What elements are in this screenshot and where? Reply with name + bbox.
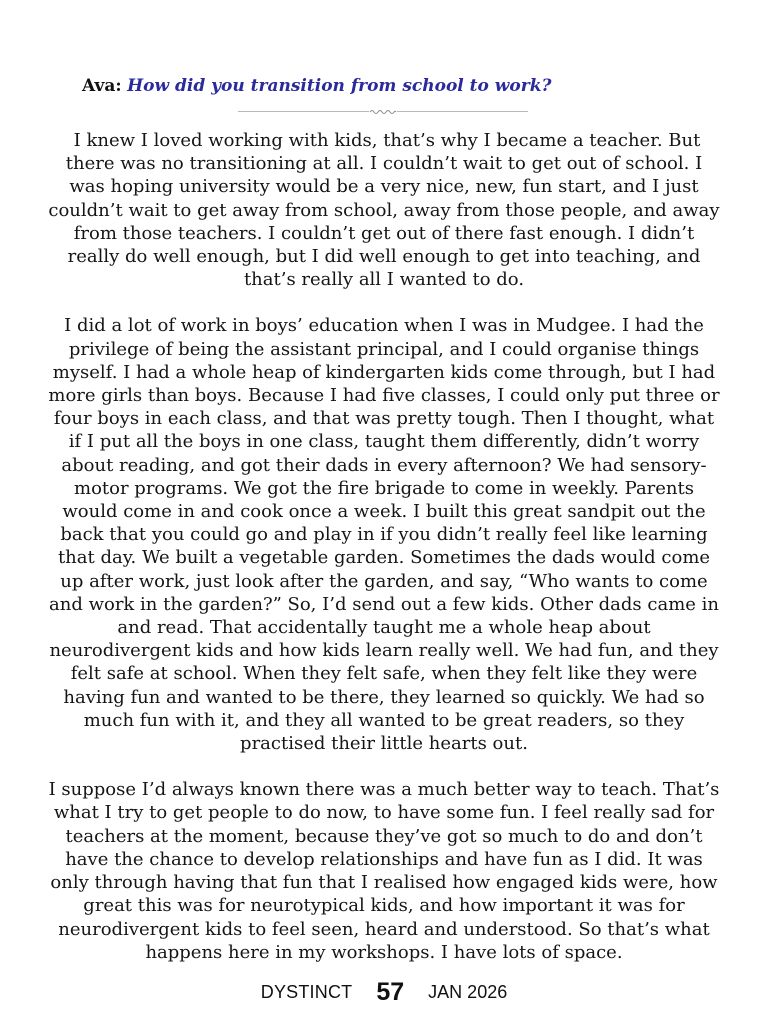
paragraph: I did a lot of work in boys’ education when I was in Mudgee. I had the privilege of being the assistant principal, and I could organise things myself. I had a whole heap of kindergarten kids come through, but I had more girls than boys. Because I had five classes, I could only put three or four boys in each class, and that was pretty tough. Then I thought, what if I put all the boys in one class, taught them differently, didn’t worry about reading, and got their dads in every afternoon? We had sensory-motor programs. We got the fire brigade to come in weekly. Parents would come in and cook once a week. I built this great sandpit out the back that you could go and play in if you didn’t really feel like learning that day. We built a vegetable garden. Sometimes the dads would come up after work, just look after the garden, and say, “Who wants to come and work in the garden?” So, I’d send out a few kids. Other dads came in and read. That accidentally taught me a whole heap about neurodivergent kids and how kids learn really well. We had fun, and they felt safe at school. When they felt safe, when they felt like they were having fun and wanted to be there, they learned so quickly. We had so much fun with it, and they all wanted to be great readers, so they practised their little hearts out.: [48, 315, 720, 755]
issue-date: JAN 2026: [428, 981, 508, 1002]
speaker-label: Ava:: [82, 76, 122, 96]
section-divider: [238, 107, 528, 117]
interview-question: [82, 74, 551, 98]
magazine-name: DYSTINCT: [260, 981, 353, 1002]
paragraph: I suppose I’d always known there was a much better way to teach. That’s what I try to get people to do now, to have some fun. I feel really sad for teachers at the moment, because they’ve got so much to do and don’t have the chance to develop relationships and have fun as I did. It was only through having that fun that I realised how engaged kids were, how great this was for neurotypical kids, and how important it was for neurodivergent kids to feel seen, heard and understood. So that’s what happens here in my workshops. I have lots of space.: [48, 779, 720, 963]
article-body: [48, 129, 720, 987]
page-number: 57: [376, 977, 405, 1006]
divider-ornament-icon: [369, 109, 397, 115]
question-text: How did you transition from school to work?: [127, 76, 552, 96]
paragraph: I knew I loved working with kids, that’s why I became a teacher. But there was no transitioning at all. I couldn’t wait to get out of school. I was hoping university would be a very nice, new, fun start, and I just couldn’t wait to get away from school, away from those people, and away from those teachers. I couldn’t get out of there fast enough. I didn’t really do well enough, but I did well enough to get into teaching, and that’s really all I wanted to do.: [48, 130, 720, 291]
page-footer: [0, 975, 768, 1009]
